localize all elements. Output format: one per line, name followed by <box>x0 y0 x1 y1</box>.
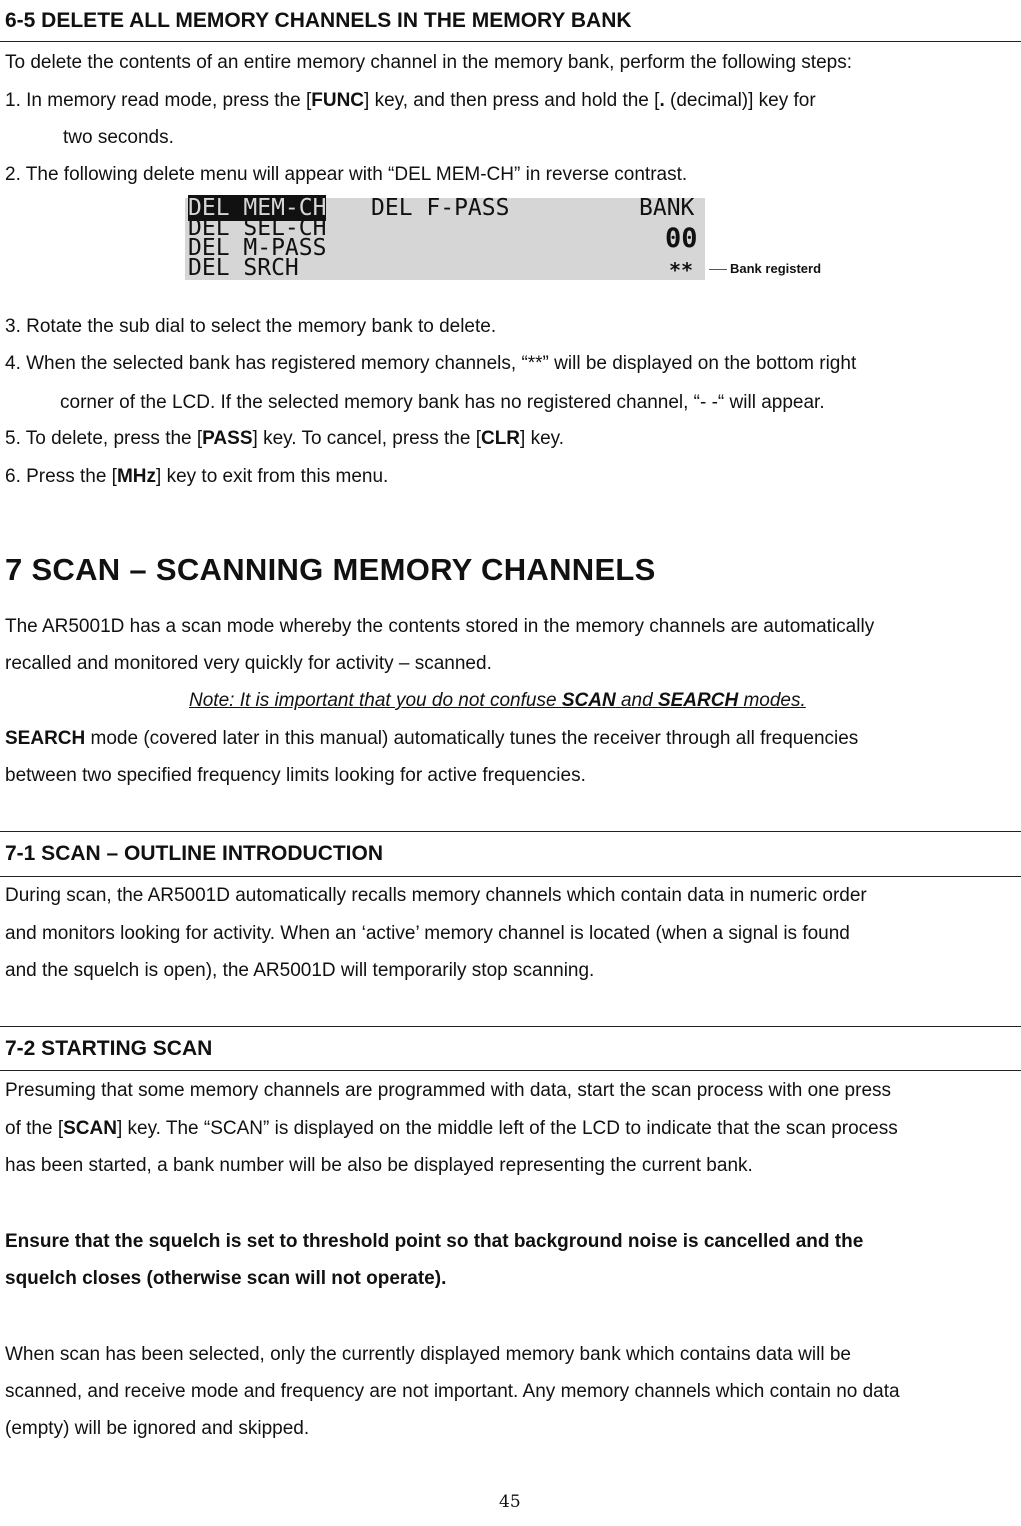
sec65-intro: To delete the contents of an entire memory channel in the memory bank, perform the following steps: <box>5 52 853 73</box>
note-text: Note: It is important that you do not confuse <box>189 690 562 711</box>
section-7-2-heading: 7-2 STARTING SCAN <box>5 1037 213 1060</box>
step-2: 2. The following delete menu will appear with “DEL MEM-CH” in reverse contrast. <box>5 164 688 185</box>
step-1-cont: two seconds. <box>63 127 174 148</box>
step-1-text: 1. In memory read mode, press the [ <box>5 90 312 111</box>
step-4: 4. When the selected bank has registered memory channels, “**” will be displayed on the bottom right <box>5 353 857 374</box>
section-7-1-heading: 7-1 SCAN – OUTLINE INTRODUCTION <box>5 842 384 865</box>
sec72-para-line3: (empty) will be ignored and skipped. <box>5 1418 310 1439</box>
step-6 <box>5 466 388 488</box>
step-1-text: ] key, and then press and hold the [ <box>364 90 660 111</box>
func-key-label: FUNC <box>311 90 365 111</box>
mhz-key-label: MHz <box>116 466 157 487</box>
step-5-text: ] key. <box>520 428 565 449</box>
section-divider <box>0 1070 1021 1071</box>
sec72-line1: Presuming that some memory channels are programmed with data, start the scan process with one press <box>5 1080 892 1101</box>
sec72-text: of the [ <box>5 1118 64 1139</box>
sec72-text: ] key. The “SCAN” is displayed on the middle left of the LCD to indicate that the scan process <box>116 1118 898 1139</box>
step-5-text: 5. To delete, press the [ <box>5 428 203 449</box>
scan-search-note <box>189 690 806 712</box>
section-divider <box>0 1026 1021 1027</box>
squelch-warning-line1: Ensure that the squelch is set to threshold point so that background noise is cancelled and the <box>5 1231 864 1252</box>
note-scan-term: SCAN <box>561 690 616 711</box>
step-1 <box>5 90 816 112</box>
lcd-del-m-pass: DEL M-PASS <box>188 235 327 261</box>
step-4-cont: corner of the LCD. If the selected memory bank has no registered channel, “- -“ will appear. <box>60 392 825 413</box>
lcd-del-sel-ch: DEL SEL-CH <box>188 215 327 241</box>
sec7-para2-text: mode (covered later in this manual) automatically tunes the receiver through all frequencies <box>85 728 859 749</box>
sec72-line3: has been started, a bank number will be also be displayed representing the current bank. <box>5 1155 753 1176</box>
pass-key-label: PASS <box>202 428 253 449</box>
lcd-delete-menu <box>185 195 705 282</box>
callout-line <box>709 269 727 270</box>
note-text: modes. <box>738 690 806 711</box>
lcd-registered-mark: ** <box>669 258 694 282</box>
sec72-line2 <box>5 1118 898 1140</box>
decimal-key-label: . <box>659 90 665 111</box>
note-search-term: SEARCH <box>657 690 739 711</box>
section-divider <box>0 876 1021 877</box>
step-6-text: 6. Press the [ <box>5 466 117 487</box>
step-5-text: ] key. To cancel, press the [ <box>252 428 481 449</box>
sec7-para1-line2: recalled and monitored very quickly for activity – scanned. <box>5 653 492 674</box>
sec7-para2-line1 <box>5 728 858 750</box>
page-number: 45 <box>499 1492 521 1512</box>
step-5 <box>5 428 564 450</box>
lcd-del-f-pass: DEL F-PASS <box>371 195 510 221</box>
squelch-warning-line2: squelch closes (otherwise scan will not operate). <box>5 1268 447 1289</box>
sec71-line1: During scan, the AR5001D automatically recalls memory channels which contain data in numeric order <box>5 885 867 906</box>
step-1-text: (decimal)] key for <box>664 90 816 111</box>
lcd-del-mem-ch: DEL MEM-CH <box>188 195 327 221</box>
step-6-text: ] key to exit from this menu. <box>156 466 389 487</box>
sec72-para-line1: When scan has been selected, only the currently displayed memory bank which contains data will be <box>5 1344 851 1365</box>
section-divider <box>0 41 1021 42</box>
sec71-line3: and the squelch is open), the AR5001D will temporarily stop scanning. <box>5 960 595 981</box>
sec7-para2-line2: between two specified frequency limits looking for active frequencies. <box>5 765 586 786</box>
lcd-del-srch: DEL SRCH <box>188 255 299 281</box>
section-7-heading: 7 SCAN – SCANNING MEMORY CHANNELS <box>5 552 656 587</box>
step-3: 3. Rotate the sub dial to select the memory bank to delete. <box>5 316 497 337</box>
lcd-bank-number: 00 <box>665 223 698 254</box>
clr-key-label: CLR <box>480 428 521 449</box>
sec71-line2: and monitors looking for activity. When an ‘active’ memory channel is located (when a signal is found <box>5 923 850 944</box>
scan-key-label: SCAN <box>63 1118 117 1139</box>
sec7-para1-line1: The AR5001D has a scan mode whereby the contents stored in the memory channels are automatically <box>5 616 875 637</box>
bank-registered-callout: Bank registerd <box>730 261 822 276</box>
section-6-5-heading: 6-5 DELETE ALL MEMORY CHANNELS IN THE MEMORY BANK <box>5 9 632 32</box>
lcd-bank-label: BANK <box>639 195 695 221</box>
note-text: and <box>615 690 658 711</box>
sec72-para-line2: scanned, and receive mode and frequency are not important. Any memory channels which contain no data <box>5 1381 900 1402</box>
section-divider <box>0 831 1021 832</box>
search-term: SEARCH <box>5 728 86 749</box>
